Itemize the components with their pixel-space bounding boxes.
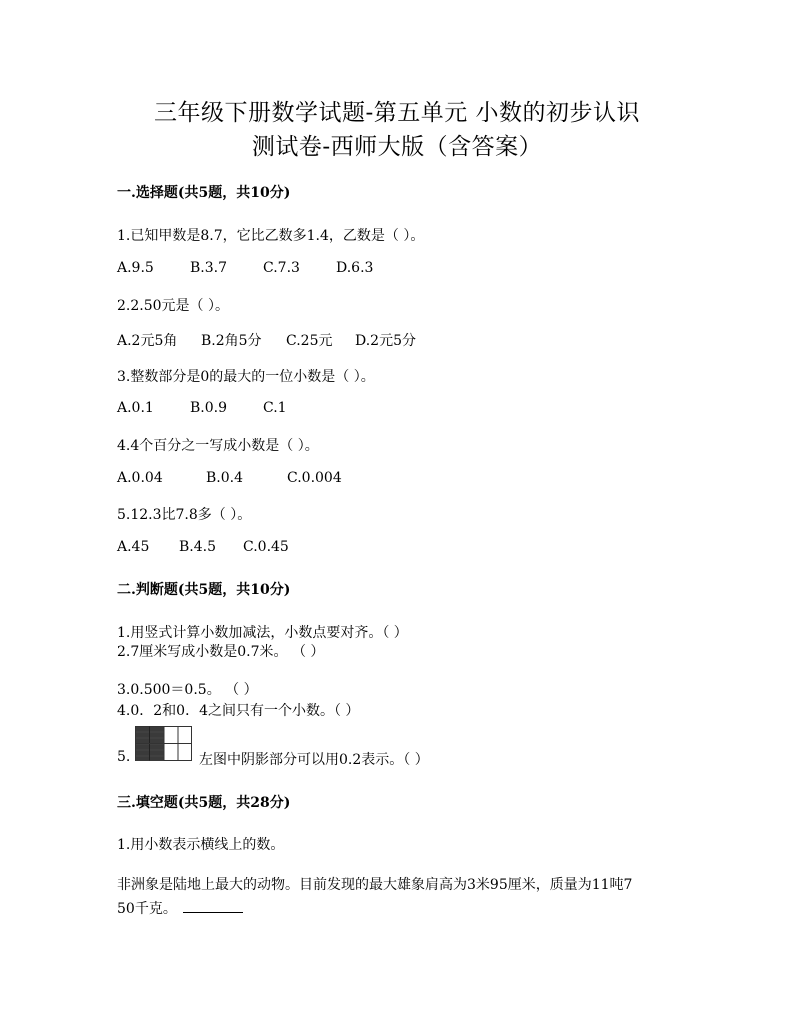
judge-item-4: 4.0．2和0．4之间只有一个小数。（ ） — [117, 703, 360, 719]
section-heading-judge: 二.判断题(共5题，共10分) — [117, 582, 291, 598]
option-2a: A.2元5角 — [117, 333, 178, 349]
page-title-line2: 测试卷-西师大版（含答案） — [251, 134, 543, 160]
grid-figure — [135, 726, 193, 762]
option-4c: C.0.004 — [287, 470, 342, 486]
question-1: 1.已知甲数是8.7，它比乙数多1.4，乙数是（ ）。 — [117, 228, 425, 244]
question-3: 3.整数部分是0的最大的一位小数是（ ）。 — [117, 369, 375, 385]
option-5c: C.0.45 — [243, 539, 289, 555]
judge-item-2: 2.7厘米写成小数是0.7米。 （ ） — [117, 644, 325, 660]
judge-item-5-number: 5. — [117, 749, 131, 765]
option-5b: B.4.5 — [179, 539, 217, 555]
judge-item-1: 1.用竖式计算小数加减法，小数点要对齐。（ ） — [117, 625, 408, 641]
answer-blank[interactable] — [183, 899, 243, 913]
option-3b: B.0.9 — [190, 400, 228, 416]
fill-question-1: 1.用小数表示横线上的数。 — [117, 837, 285, 853]
option-4a: A.0.04 — [117, 470, 163, 486]
option-1a: A.9.5 — [117, 260, 154, 276]
question-5: 5.12.3比7.8多（ ）。 — [117, 507, 252, 523]
option-2d: D.2元5分 — [355, 333, 416, 349]
judge-item-5: 左图中阴影部分可以用0.2表示。（ ） — [199, 752, 429, 768]
option-2b: B.2角5分 — [201, 333, 262, 349]
question-4: 4.4个百分之一写成小数是（ ）。 — [117, 438, 319, 454]
section-heading-fill: 三.填空题(共5题，共28分) — [117, 795, 291, 811]
fill-passage-line1: 非洲象是陆地上最大的动物。目前发现的最大雄象肩高为3米95厘米，质量为11吨7 — [117, 877, 633, 893]
option-2c: C.25元 — [286, 333, 333, 349]
section-heading-choice: 一.选择题(共5题，共10分) — [117, 185, 291, 201]
fill-passage-text: 50千克。 — [117, 901, 177, 917]
question-2: 2.2.50元是（ ）。 — [117, 298, 229, 314]
page-title-line1: 三年级下册数学试题-第五单元 小数的初步认识 — [153, 100, 641, 126]
option-1b: B.3.7 — [190, 260, 228, 276]
option-5a: A.45 — [117, 539, 150, 555]
option-3c: C.1 — [263, 400, 287, 416]
option-3a: A.0.1 — [117, 400, 154, 416]
fill-passage-line2 — [117, 898, 243, 918]
option-4b: B.0.4 — [206, 470, 244, 486]
option-1d: D.6.3 — [336, 260, 374, 276]
option-1c: C.7.3 — [263, 260, 300, 276]
judge-item-3: 3.0.500＝0.5。 （ ） — [117, 682, 258, 698]
